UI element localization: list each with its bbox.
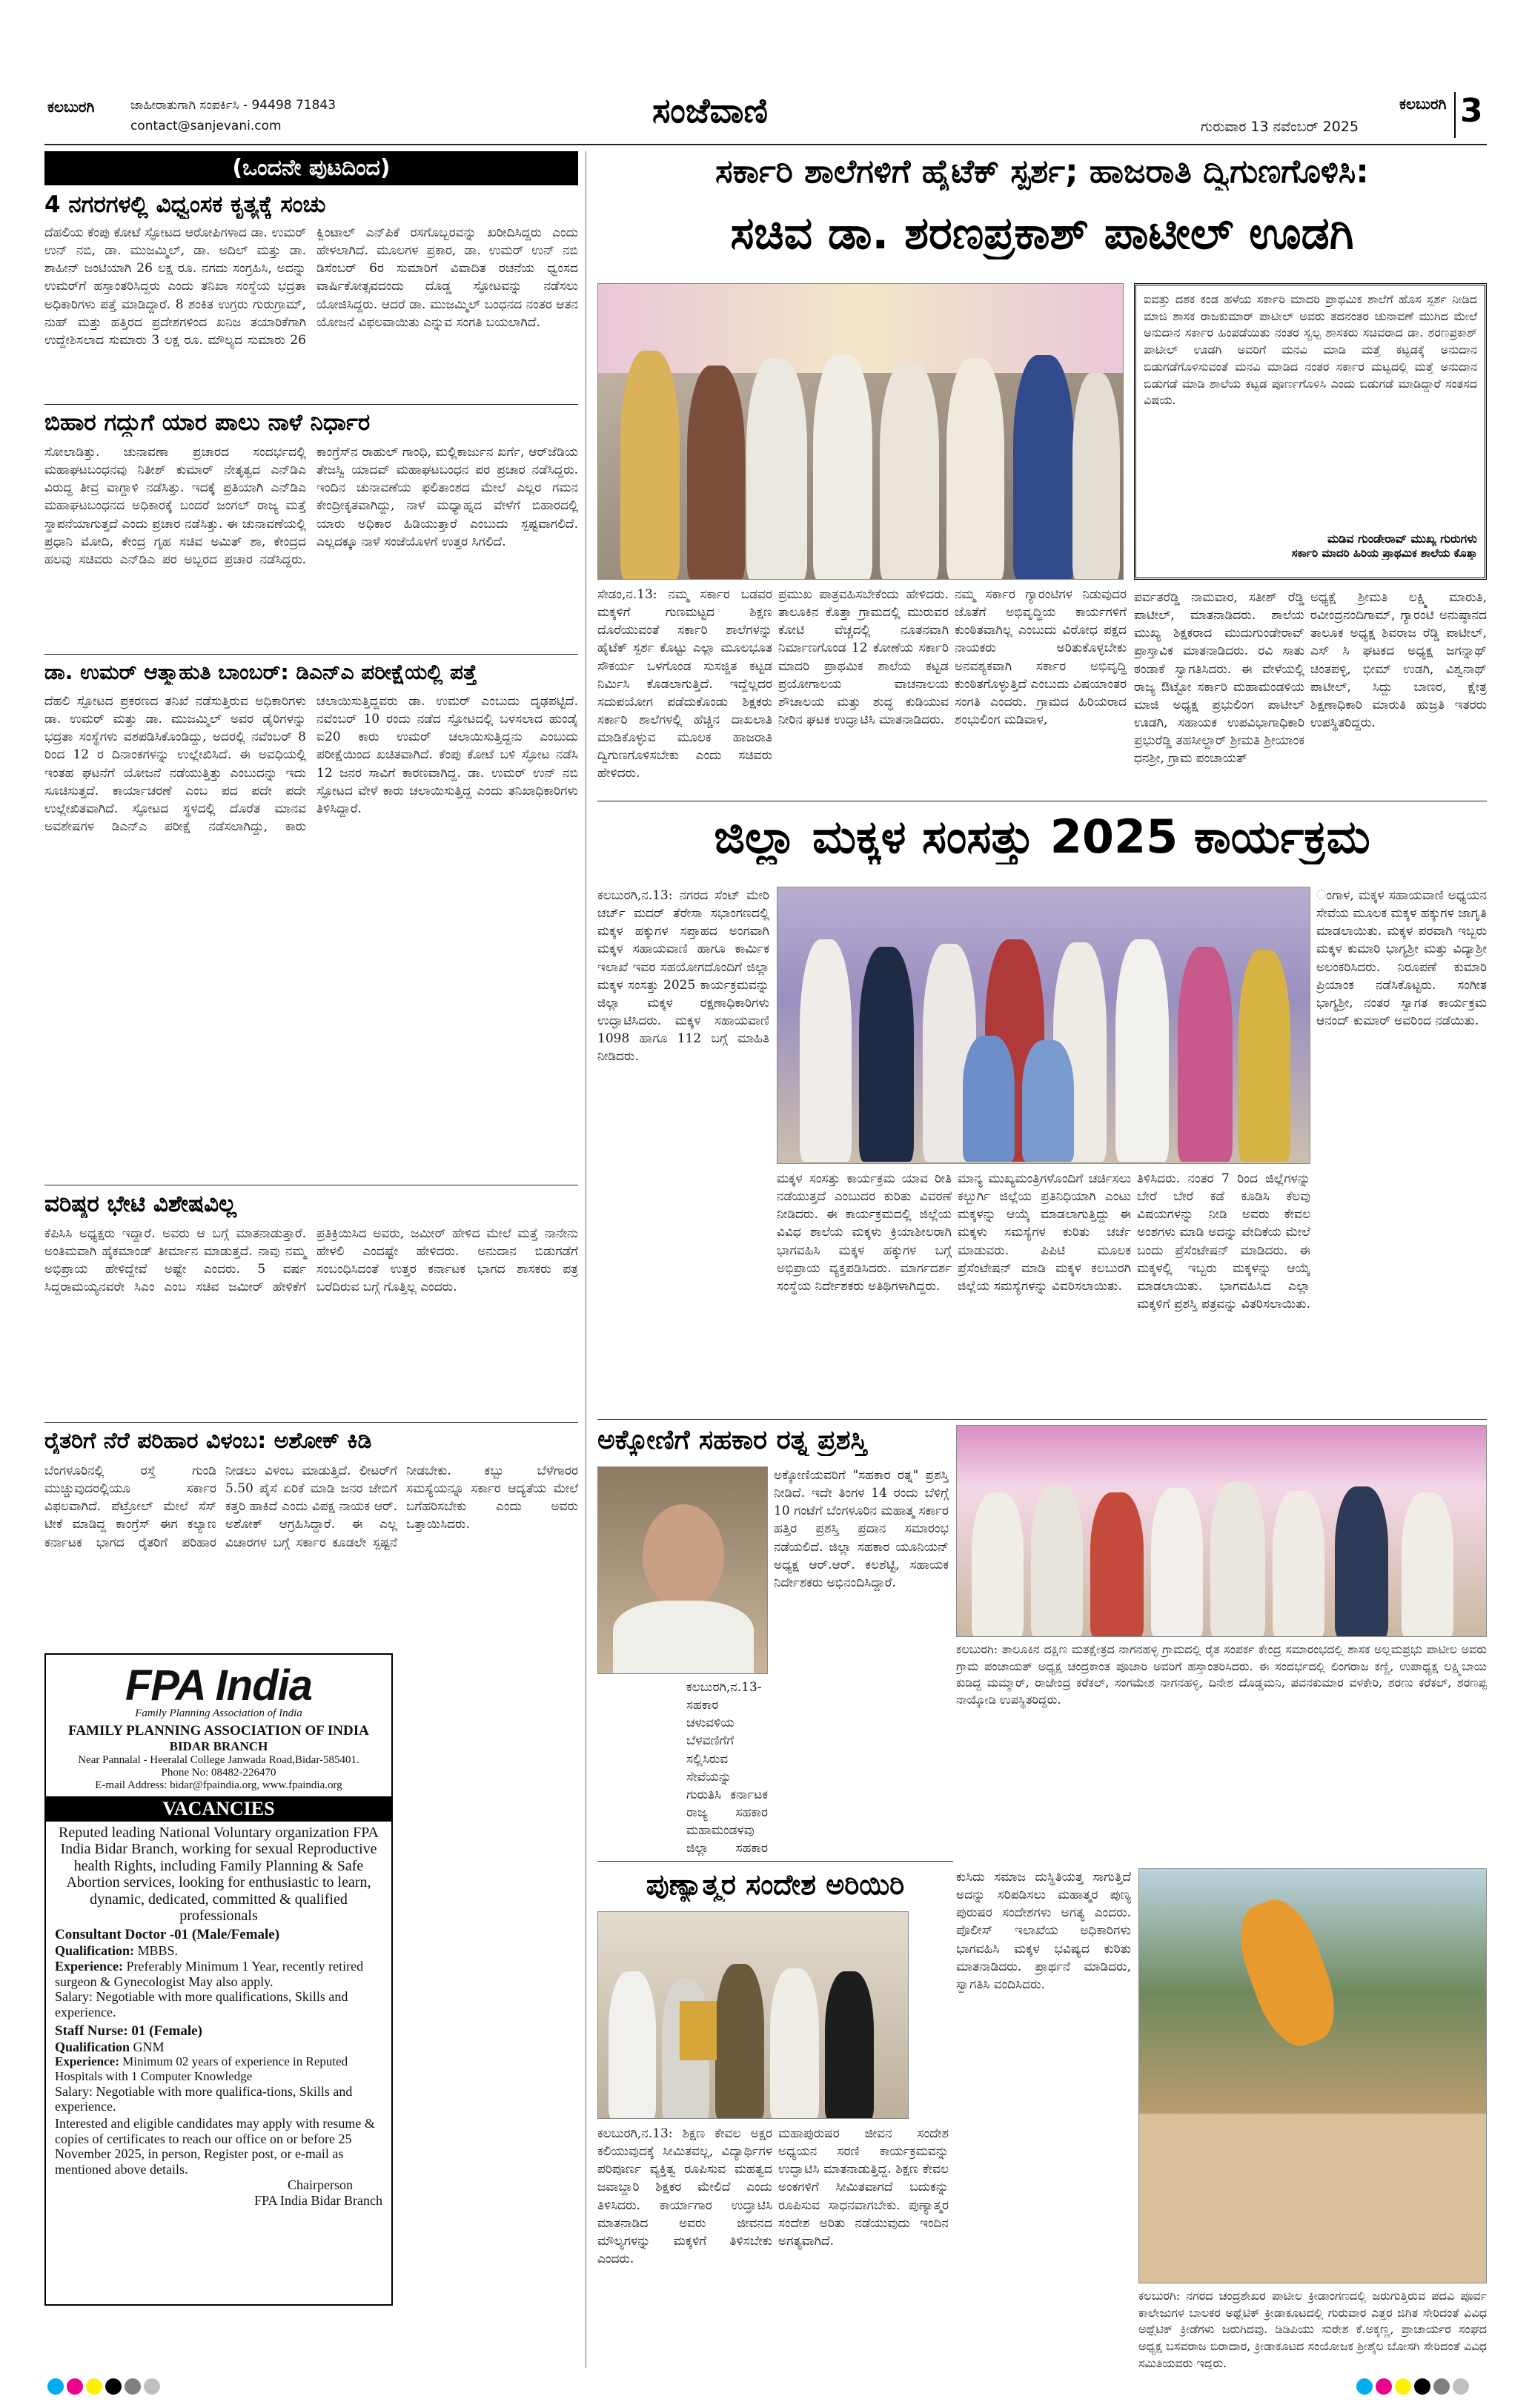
story-body: ಬೆಂಗಳೂರಿನಲ್ಲಿ ರಸ್ತೆ ಗುಂಡಿ ಮುಚ್ಚುವುದರಲ್ಲಿಯೂ ಸರ್ಕಾರ ವಿಫಲವಾಗಿದೆ. ಪೆಟ್ರೋಲ್ ಮೇಲೆ ಸೆಸ್ ಟೀಕೆ ಮಾಡಿದ್ದ ಕಾಂಗ್ರೆಸ್ ಈಗ ಕಲ್ಯಾಣ ಕರ್ನಾಟಕ ಭಾಗದ ರೈತರಿಗೆ ಪರಿಹಾರ ನೀಡಲು ವಿಳಂಬ ಮಾಡುತ್ತಿದೆ. ಲೀಟರ್‌ಗೆ 5.50 ಪೈಸೆ ಏರಿಕೆ ಮಾಡಿ ಜನರ ಜೇಬಿಗೆ ಕತ್ತರಿ ಹಾಕಿದೆ ಎಂದು ವಿಪಕ್ಷ ನಾಯಕ ಆರ್. ಅಶೋಕ್ ಆಗ್ರಹಿಸಿದ್ದಾರೆ. ಈ ಎಲ್ಲ ವಿಚಾರಗಳ ಬಗ್ಗೆ ಸರ್ಕಾರ ಕೂಡಲೇ ಸ್ಪಷ್ಟನೆ ನೀಡಬೇಕು. ಕಬ್ಬು ಬೆಳೆಗಾರರ ಸಮಸ್ಯೆಯನ್ನೂ ಸರ್ಕಾರ ಆದ್ಯತೆಯ ಮೇಲೆ ಬಗೆಹರಿಸಬೇಕು ಎಂದು ಅವರು ಒತ್ತಾಯಿಸಿದರು. [44, 1463, 578, 1550]
lead-body-col-4: ಪರ್ವತರೆಡ್ಡಿ ನಾಮವಾರ, ಸತೀಶ್ ರೆಡ್ಡಿ ಪಾಟೀಲ್, ಮಾತನಾಡಿದರು. ಶಾಲೆಯ ಮುಖ್ಯ ಶಿಕ್ಷಕರಾದ ಮುದುಗುಂಡೇರಾವ್ ಪ್ರಾಸ್ತಾವಿಕ ಮಾತನಾಡಿದರು. ರವಿ ಸಾತು ಠಂಡಾಕೆ ಸ್ವಾಗತಿಸಿದರು. ಈ ವೇಳೆಯಲ್ಲಿ ರಾಜ್ಯ ಔಟ್ಟೋ ಸರ್ಕಾರಿ ಮಹಾಮಂಡಳಿಯ ಮಾಜಿ ಅಧ್ಯಕ್ಷ ಪ್ರಭುಲಿಂಗ ಪಾಟೀಲ್ ಊಡಗಿ, ಸಹಾಯಕ ಉಪವಿಭಾಗಾಧಿಕಾರಿ ಪ್ರಭುರೆಡ್ಡಿ ತಹಸೀಲ್ದಾರ್ ಶ್ರೀಮತಿ ಶ್ರೀಯಾಂಕ ಧನಶ್ರೀ, ಗ್ರಾಮ ಪಂಚಾಯತ್ [1134, 590, 1304, 767]
sports-photo [1138, 1868, 1487, 2283]
divider [597, 1861, 953, 1862]
story-body: ಸೋಲಾಡಿತ್ತು. ಚುನಾವಣಾ ಪ್ರಚಾರದ ಸಂದರ್ಭದಲ್ಲಿ ಮಹಾಘಟಬಂಧನವು ನಿತೀಶ್ ಕುಮಾರ್ ನೇತೃತ್ವದ ಎನ್‌ಡಿಎ ವಿರುದ್ಧ ತೀವ್ರ ವಾಗ್ದಾಳಿ ನಡೆಸಿತ್ತು. ಇದಕ್ಕೆ ಪ್ರತಿಯಾಗಿ ಎನ್‌ಡಿಎ ಮಹಾಘಟಬಂಧನದ ಅಧಿಕಾರಕ್ಕೆ ಬಂದರೆ ಜಂಗಲ್ ರಾಜ್ಯ ಮತ್ತೆ ಸ್ಥಾಪನೆಯಾಗುತ್ತದೆ ಎಂದು ಪ್ರಚಾರ ನಡೆಸಿತ್ತು. ಈ ಚುನಾವಣೆಯಲ್ಲಿ ಪ್ರಧಾನಿ ಮೋದಿ, ಕೇಂದ್ರ ಗೃಹ ಸಚಿವ ಅಮಿತ್ ಶಾ, ಕೇಂದ್ರದ ಹಲವು ಸಚಿವರು ಎನ್‌ಡಿಎ ಪರ ಅಬ್ಬರದ ಪ್ರಚಾರ ನಡೆಸಿದ್ದರು. ಕಾಂಗ್ರೆಸ್‌ನ ರಾಹುಲ್ ಗಾಂಧಿ, ಮಲ್ಲಿಕಾರ್ಜುನ ಖರ್ಗೆ, ಆರ್‌ಜೆಡಿಯ ತೇಜಸ್ವಿ ಯಾದವ್ ಮಹಾಘಟಬಂಧನ ಪರ ಪ್ರಚಾರ ನಡೆಸಿದ್ದರು. ಇಂದಿನ ಚುನಾವಣೆಯ ಫಲಿತಾಂಶದ ಮೇಲೆ ಎಲ್ಲರ ಗಮನ ಕೇಂದ್ರೀಕೃತವಾಗಿದ್ದು, ನಾಳೆ ಮಧ್ಯಾಹ್ನದ ವೇಳೆಗೆ ಬಿಹಾರದಲ್ಲಿ ಯಾರು ಅಧಿಕಾರ ಹಿಡಿಯುತ್ತಾರೆ ಎಂಬುದು ಸ್ಪಷ್ಟವಾಗಲಿದೆ. ಎಲ್ಲದಕ್ಕೂ ನಾಳೆ ಸಂಜೆಯೊಳಗೆ ಉತ್ತರ ಸಿಗಲಿದೆ. [44, 445, 578, 567]
value: GNM [130, 2039, 165, 2054]
label: Experience: [55, 1959, 123, 1974]
story-title: 4 ನಗರಗಳಲ್ಲಿ ವಿಧ್ವಂಸಕ ಕೃತ್ಯಕ್ಕೆ ಸಂಚು [44, 191, 326, 218]
story-body: ದೆಹಲಿ ಸ್ಫೋಟದ ಪ್ರಕರಣದ ತನಿಖೆ ನಡೆಸುತ್ತಿರುವ ಅಧಿಕಾರಿಗಳು ಡಾ. ಉಮರ್ ಮತ್ತು ಡಾ. ಮುಜಮ್ಮಿಲ್ ಅವರ ಡೈರಿಗಳನ್ನು ಭದ್ರತಾ ಸಂಸ್ಥೆಗಳು ವಶಪಡಿಸಿಕೊಂಡಿದ್ದು, ಅದರಲ್ಲಿ ನವೆಂಬರ್ 8 ರಿಂದ 12 ರ ದಿನಾಂಕಗಳನ್ನು ಉಲ್ಲೇಖಿಸಿದೆ. ಈ ಅವಧಿಯಲ್ಲಿ ಇಂತಹ ಘಟನೆಗೆ ಯೋಜನೆ ನಡೆಯುತ್ತಿತ್ತು ಎಂಬುದನ್ನು ಇದು ಸೂಚಿಸುತ್ತದೆ. ಕಾರ್ಯಾಚರಣೆ ಎಂಬ ಪದ ಪದೇ ಪದೇ ಉಲ್ಲೇಖಿತವಾಗಿದೆ. ಸ್ಫೋಟದ ಸ್ಥಳದಲ್ಲಿ ದೊರೆತ ಮಾನವ ಅವಶೇಷಗಳ ಡಿಎನ್‌ಎ ಪರೀಕ್ಷೆ ನಡೆಸಲಾಗಿದ್ದು, ಕಾರು ಚಲಾಯಿಸುತ್ತಿದ್ದವರು ಡಾ. ಉಮರ್ ಎಂಬುದು ದೃಢಪಟ್ಟಿದೆ. ನವೆಂಬರ್ 10 ರಂದು ನಡೆದ ಸ್ಫೋಟದಲ್ಲಿ ಬಳಸಲಾದ ಹುಂಡೈ ಐ20 ಕಾರು ಉಮರ್ ಚಲಾಯಿಸುತ್ತಿದ್ದನು ಎಂಬುದು ಪರೀಕ್ಷೆಯಿಂದ ಖಚಿತವಾಗಿದೆ. ಕೆಂಪು ಕೋಟೆ ಬಳಿ ಸ್ಫೋಟ ನಡೆಸಿ 12 ಜನರ ಸಾವಿಗೆ ಕಾರಣವಾಗಿದ್ದ. ಡಾ. ಉಮರ್ ಉನ್ ನಬಿ ಸ್ಫೋಟದ ವೇಳೆ ಕಾರು ಚಲಾಯಿಸುತ್ತಿದ್ದ ಎಂದು ತನಿಖಾಧಿಕಾರಿಗಳು ತಿಳಿಸಿದ್ದಾರೆ. [44, 694, 578, 834]
fpa-phone: Phone No: 08482-226470 [161, 1767, 276, 1779]
value: Preferably Minimum 1 Year, recently retired surgeon & Gynecologist May also apply. [55, 1959, 364, 1989]
masthead-rule [44, 144, 1487, 145]
award-body-left: ಕಲಬುರಗಿ,ನ.13-ಸಹಕಾರ ಚಳುವಳಿಯ ಬೆಳವಣಿಗೆಗೆ ಸಲ್ಲಿಸಿರುವ ಸೇವೆಯನ್ನು ಗುರುತಿಸಿ ಕರ್ನಾಟಕ ರಾಜ್ಯ ಸಹಕಾರ ಮಹಾಮಂಡಳವು ಜಿಲ್ಲಾ ಸಹಕಾರ [686, 1680, 768, 1856]
masthead-ad-contact: ಜಾಹೀರಾತುಗಾಗಿ ಸಂಪರ್ಕಿಸಿ - 94498 71843 [130, 98, 336, 113]
lead-quote-author-role: ಸರ್ಕಾರಿ ಮಾದರಿ ಹಿರಿಯ ಪ್ರಾಥಮಿಕ ಶಾಲೆಯ ಕೊತ್ತಾ [1291, 546, 1477, 560]
award-headline: ಅಕ್ಕೋಣಿಗೆ ಸಹಕಾರ ರತ್ನ ಪ್ರಶಸ್ತಿ [597, 1425, 867, 1455]
fpa-email[interactable]: E-mail Address: bidar@fpaindia.org, www.fpaindia.org [95, 1779, 342, 1791]
mid-body-col-3: ಮಾನ್ಯ ಮುಖ್ಯಮಂತ್ರಿಗಳೊಂದಿಗೆ ಚರ್ಚಿಸಲು ಕಲ್ಬುರ್ಗಿ ಜಿಲ್ಲೆಯ ಪ್ರತಿನಿಧಿಯಾಗಿ ಎಂಟು ಮಕ್ಕಳನ್ನು ಆಯ್ಕೆ ಮಾಡಲಾಗುತ್ತಿದ್ದು ಈ ಮಕ್ಕಳು ಸಮಸ್ಯೆಗಳ ಕುರಿತು ಚರ್ಚೆ ಮಾಡುವರು. ಪಿಪಿಟಿ ಮೂಲಕ ಪ್ರೆಸೆಂಟೇಷನ್ ಮಾಡಿ ಮಕ್ಕಳ ಕಲಬುರಗಿ ಜಿಲ್ಲೆಯ ಸಮಸ್ಯೆಗಳನ್ನು ವಿವರಿಸಲಾಯಿತು. [958, 1171, 1131, 1294]
continued-banner-text: (ಒಂದನೇ ಪುಟದಿಂದ) [232, 155, 391, 181]
mid-body-col-5: ಂಗಾಳ, ಮಕ್ಕಳ ಸಹಾಯವಾಣಿ ಅಧ್ಯಯನ ಸೇವೆಯ ಮೂಲಕ ಮಕ್ಕಳ ಹಕ್ಕುಗಳ ಜಾಗೃತಿ ಮಾಡಲಾಯಿತು. ಮಕ್ಕಳ ಪರವಾಗಿ ಇಬ್ಬರು ಮಕ್ಕಳ ಕುಮಾರಿ ಭಾಗ್ಯಶ್ರೀ ಮತ್ತು ವಿದ್ಯಾಶ್ರೀ ಅಲಂಕರಿಸಿದರು. ನಿರೂಪಣೆ ಕುಮಾರಿ ಪ್ರಿಯಾಂಕ ನಡೆಸಿಕೊಟ್ಟರು. ಸಂಗೀತ ಭಾಗ್ಯಶ್ರೀ, ನಂತರ ಸ್ವಾಗತ ಕಾರ್ಯಕ್ರಮ ಆನಂದ್ ಕುಮಾರ್ ಅವರಿಂದ ನಡೆಯಿತು. [1316, 888, 1487, 1028]
athlete [1227, 1891, 1347, 2055]
mid-photo [777, 887, 1310, 1164]
portrait-frame [680, 2001, 717, 2060]
shoulders [613, 1601, 754, 1674]
fpa-logo-text: FPA India [125, 1661, 312, 1710]
story-title: ಬಿಹಾರ ಗದ್ದುಗೆ ಯಾರ ಪಾಲು ನಾಳೆ ನಿರ್ಧಾರ [44, 409, 371, 436]
lead-body-col-5: ಅಧ್ಯಕ್ಷೆ ಶ್ರೀಮತಿ ಲಕ್ಷ್ಮಿ ಮಾರುತಿ, ರವೀಂದ್ರನಂದಿಗಾಮ್, ಗ್ಯಾರಂಟಿ ಅನುಷ್ಠಾನದ ತಾಲೂಕ ಅಧ್ಯಕ್ಷ ಶಿವರಾಜ ರೆಡ್ಡಿ ಪಾಟೀಲ್, ಎಸ್ ಸಿ ಘಟಕದ ಅಧ್ಯಕ್ಷ ಜಗನ್ನಾಥ್ ಚಿಂತಪಳ್ಳಿ, ಭೀಮ್ ಉಡಗಿ, ವಿಶ್ವನಾಥ್ ಪಾಟೀಲ್, ಸಿದ್ದು ಬಾಣರ, ಕ್ಷೇತ್ರ ಶಿಕ್ಷಣಾಧಿಕಾರಿ ಮಾರುತಿ ಹುಜ್ರತಿ ಇತರರು ಉಪಸ್ಥಿತರಿದ್ದರು. [1310, 590, 1487, 730]
lead-body-col-2: ಪ್ರಮುಖ ಪಾತ್ರವಹಿಸಬೇಕೆಂದು ಹೇಳಿದರು. ತಾಲೂಕಿನ ಕೊತ್ತಾ ಗ್ರಾಮದಲ್ಲಿ ಮುರುವರ ಕೋಟಿ ವೆಚ್ಚದಲ್ಲಿ ನೂತನವಾಗಿ ನಿರ್ಮಾಣಗೊಂಡ 12 ಕೋಣೆಯ ಸರ್ಕಾರಿ ಮಾದರಿ ಪ್ರಾಥಮಿಕ ಶಾಲೆಯ ಕಟ್ಟಡ ಪ್ರಯೋಗಾಲಯ ವಾಚನಾಲಯ ಶೌಚಾಲಯ ಮತ್ತು ಶುದ್ಧ ಕುಡಿಯುವ ನೀರಿನ ಘಟಕ ಉದ್ಘಾಟಿಸಿ ಮಾತನಾಡಿದರು. [778, 587, 949, 727]
fpa-vacancies-banner: VACANCIES [46, 1796, 391, 1822]
fpa-experience-doctor [55, 1959, 382, 1989]
fpa-logo [55, 1661, 382, 1710]
fpa-apply-instructions: Interested and eligible candidates may apply with resume & copies of certificates to reach our office on or before 25 November 2025, in person, Register post, or e-mail as mentioned above details. [55, 2115, 375, 2177]
fpa-logo-subtitle: Family Planning Association of India [135, 1707, 302, 1719]
lead-quote-box [1134, 283, 1487, 580]
punya-headline: ಪುಣ್ಯಾತ್ಮರ ಸಂದೇಶ ಅರಿಯಿರಿ [646, 1868, 905, 1901]
continued-banner [44, 151, 578, 185]
lead-quote-author: ಮಡಿವ ಗುಂಡೇರಾವ್ ಮುಖ್ಯ ಗುರುಗಳು [1327, 532, 1477, 546]
fpa-address: Near Pannalal - Heeralal College Janwada Road,Bidar-585401. [78, 1754, 359, 1766]
face [643, 1504, 724, 1608]
lead-quote-text: ಐವತ್ತು ದಶಕ ಕಂಡ ಹಳೆಯ ಸರ್ಕಾರಿ ಮಾದರಿ ಪ್ರಾಥಮಿಕ ಶಾಲೆಗೆ ಹೊಸ ಸ್ಪರ್ಶ ನೀಡಿದ ಮಾಜಿ ಶಾಸಕ ರಾಜಕುಮಾರ್ ಪಾಟೀಲ್ ಅವರು ತದನಂತರ ಚುನಾವಣೆ ಮುಗಿದ ಮೇಲೆ ಅನುದಾನ ಸರ್ಕಾರ ಹಿಂಪಡೆಯಿತು ನಂತರ ಸ್ವಲ್ಪ ಶಾಸಕರು ಸಚಿವರಾದ ಡಾ. ಶರಣಪ್ರಕಾಶ್ ಪಾಟೀಲ್ ಊಡಗಿ ಅವರಿಗೆ ಮನವಿ ಮಾಡಿ ಮತ್ತೆ ಕಟ್ಟಡಕ್ಕೆ ಅನುದಾನ ಬಿಡುಗಡೆಗೊಳಿಸುವಂತೆ ಮನವಿ ಮಾಡಿದ ನಂತರ ಸರ್ಕಾರ ಮಟ್ಟದಲ್ಲಿ ಮತ್ತೆ ಅನುದಾನ ಬಿಡುಗಡೆ ಮಾಡಿ ಶಾಲೆಯ ಕಟ್ಟಡ ಪೂರ್ಣಗೊಳಿಸಿ ಎಂದು ಬಿಡುಗಡೆ ಮಾಡಿದ್ದಾರೆ ಸಂತಸದ ವಿಷಯ. [1144, 292, 1477, 408]
story-title: ಡಾ. ಉಮರ್ ಆತ್ಮಾಹುತಿ ಬಾಂಬರ್: ಡಿಎನ್‌ಎ ಪರೀಕ್ಷೆಯಲ್ಲಿ ಪತ್ತೆ [44, 660, 477, 684]
label: Experience: [55, 2054, 119, 2069]
fpa-qualification-doctor [55, 1943, 382, 1959]
lead-headline-line2: ಸಚಿವ ಡಾ. ಶರಣಪ್ರಕಾಶ್ ಪಾಟೀಲ್ ಊಡಗಿ [730, 208, 1354, 259]
divider [44, 654, 578, 655]
award-portrait [597, 1466, 768, 1674]
page-number: 3 [1454, 92, 1484, 138]
fpa-signature-org: FPA India Bidar Branch [254, 2192, 382, 2208]
fpa-signature-title: Chairperson [288, 2177, 353, 2192]
lead-body-col-1: ಸೇಡಂ,ನ.13: ನಮ್ಮ ಸರ್ಕಾರ ಬಡವರ ಮಕ್ಕಳಿಗೆ ಗುಣಮಟ್ಟದ ಶಿಕ್ಷಣ ದೊರೆಯುವಂತೆ ಸರ್ಕಾರಿ ಶಾಲೆಗಳನ್ನು ಹೈಟೆಕ್ ಸ್ಪರ್ಶ ಕೊಟ್ಟು ಎಲ್ಲಾ ಮೂಲಭೂತ ಸೌಕರ್ಯ ಒಳಗೊಂಡ ಸುಸಜ್ಜಿತ ಕಟ್ಟಡ ನಿರ್ಮಿಸಿ ಕೊಡಲಾಗುತ್ತಿದೆ. ಇದ್ದೆಲ್ಲದರ ಸದುಪಯೋಗ ಪಡೆದುಕೊಂಡು ಶಿಕ್ಷಕರು ಸರ್ಕಾರಿ ಶಾಲೆಗಳಲ್ಲಿ ಹೆಚ್ಚಿನ ದಾಖಲಾತಿ ಮಾಡಿಕೊಳ್ಳುವ ಮೂಲಕ ಹಾಜರಾತಿ ದ್ವಿಗುಣಗೊಳಿಸಬೇಕು ಎಂದು ಸಚಿವರು ಹೇಳಿದರು. [597, 587, 772, 781]
story-title: ರೈತರಿಗೆ ನೆರೆ ಪರಿಹಾರ ವಿಳಂಬ: ಅಶೋಕ್ ಕಿಡಿ [44, 1428, 372, 1454]
fpa-org-name: FAMILY PLANNING ASSOCIATION OF INDIA [68, 1723, 369, 1739]
color-registration-left [47, 2378, 163, 2398]
sports-photo-caption: ಕಲಬುರಗಿ: ನಗರದ ಚಂದ್ರಶೇಖರ ಪಾಟೀಲ ಕ್ರೀಡಾಂಗಣದಲ್ಲಿ ಜರುಗುತ್ತಿರುವ ಪದವಿ ಪೂರ್ವ ಕಾಲೇಜುಗಳ ಬಾಲಕರ ಅಥ್ಲೆಟಿಕ್ ಕ್ರೀಡಾಕೂಟದಲ್ಲಿ ಗುರುವಾರ ಎತ್ತರ ಜಿಗಿತ ಸೇರಿದಂತೆ ವಿವಿಧ ಅಥ್ಲೆಟಿಕ್ ಕ್ರೀಡೆಗಳು ಜರುಗಿದವು. ಡಿಡಿಪಿಯು ಸುರೇಶ ಕೆ.ಅಕ್ಕಣ್ಣ, ಪ್ರಾಚಾರ್ಯರ ಸಂಘದ ಅಧ್ಯಕ್ಷ ಬಸವರಾಜ ಬಿರಾದಾರ, ಕ್ರೀಡಾಕೂಟದ ಸಂಯೋಜಕ ಶ್ರೀಶೈಲ ಬೋಸಗಿ ಸೇರಿದಂತೆ ವಿವಿಧ ಸಮಿತಿಯವರು ಇದ್ದರು. [1138, 2289, 1487, 2369]
fpa-advertisement [44, 1653, 393, 2306]
award-photo-caption: ಕಲಬುರಗಿ: ತಾಲೂಕಿನ ದಕ್ಷಿಣ ಮತಕ್ಷೇತ್ರದ ನಾಗನಹಳ್ಳಿ ಗ್ರಾಮದಲ್ಲಿ ರೈತ ಸಂಪರ್ಕ ಕೇಂದ್ರ ಸಮಾರಂಭದಲ್ಲಿ ಶಾಸಕ ಅಲ್ಲಮಪ್ರಭು ಪಾಟೀಲ ಅವರು ಗ್ರಾಮ ಪಂಚಾಯತ್ ಅಧ್ಯಕ್ಷ ಚಂದ್ರಕಾಂತ ಪೂಜಾರಿ ಅವರಿಗೆ ಹಸ್ತಾಂತರಿಸಿದರು. ಈ ಸಂದರ್ಭದಲ್ಲಿ ಲಿಂಗರಾಜ ಕಣ್ಣಿ, ಉಪಾಧ್ಯಕ್ಷ ಲಕ್ಷ್ಮಿಬಾಯಿ ಕುಡಿದ್ದ ಮಮ್ಮಾರ್, ರಾಜೇಂದ್ರ ಕರೆಕಲ್, ಸಂಗಮೇಶ ನಾಗನಹಳ್ಳಿ, ದಿನೇಶ ದೊಡ್ಡಮನಿ, ಪವನಕುಮಾರ ವಳಕೇರಿ, ಶರಣು ಕರೆಕಲ್, ಶರಣಪ್ಪ ನಾಯ್ಕೋಡಿ ಉಪಸ್ಥಿತರಿದ್ದರು. [956, 1642, 1487, 1707]
lead-body-col-3: ನಮ್ಮ ಸರ್ಕಾರ ಗ್ಯಾರಂಟಿಗಳ ನಿಡುವುದರ ಜೊತೆಗೆ ಅಭಿವೃದ್ಧಿಯ ಕಾರ್ಯಗಳಿಗೆ ಕುಂಠಿತವಾಗಿಲ್ಲ ಎಂಬುದು ವಿರೋಧ ಪಕ್ಷದ ನಾಯಕರು ಅರಿತುಕೊಳ್ಳಬೇಕು ಅನವಶ್ಯಕವಾಗಿ ಸರ್ಕಾರ ಅಭಿವೃದ್ಧಿ ಕುಂಠಿತಗೊಳ್ಳುತ್ತಿದೆ ಎಂಬುದು ವಿಷಯಾಂತರ ಸಂಗತಿ ಎಂದರು. ಗ್ರಾಮದ ಹಿರಿಯರಾದ ಶಂಭುಲಿಂಗ ಮಡಿವಾಳ, [955, 587, 1127, 727]
story-body: ಕೆಪಿಸಿಸಿ ಅಧ್ಯಕ್ಷರು ಇದ್ದಾರೆ. ಅವರು ಆ ಬಗ್ಗೆ ಮಾತನಾಡುತ್ತಾರೆ. ಅಂತಿಮವಾಗಿ ಹೈಕಮಾಂಡ್ ತೀರ್ಮಾನ ಮಾಡುತ್ತದೆ. ನಾವು ನಮ್ಮ ಅಭಿಪ್ರಾಯ ಹೇಳಿದ್ದೇವೆ ಅಷ್ಟೇ ಎಂದರು. 5 ವರ್ಷ ಸಿದ್ದರಾಮಯ್ಯನವರೇ ಸಿಎಂ ಎಂಬ ಸಚಿವ ಜಮೀರ್ ಹೇಳಿಕೆಗೆ ಪ್ರತಿಕ್ರಿಯಿಸಿದ ಅವರು, ಜಮೀರ್ ಹೇಳಿದ ಮೇಲೆ ಮತ್ತೆ ನಾನೇನು ಹೇಳಲಿ ಎಂದಷ್ಟೇ ಹೇಳಿದರು. ಅನುದಾನ ಬಿಡುಗಡೆಗೆ ಸಂಬಂಧಿಸಿದಂತೆ ಉತ್ತರ ಕರ್ನಾಟಕ ಭಾಗದ ಶಾಸಕರು ಪತ್ರ ಬರೆದಿರುವ ಬಗ್ಗೆ ಗೊತ್ತಿಲ್ಲ ಎಂದರು. [44, 1226, 578, 1295]
fpa-salary-doctor: Salary: Negotiable with more qualifications, Skills and experience. [55, 1989, 348, 2020]
mid-headline: ಜಿಲ್ಲಾ ಮಕ್ಕಳ ಸಂಸತ್ತು 2025 ಕಾರ್ಯಕ್ರಮ [714, 810, 1370, 864]
fpa-branch: BIDAR BRANCH [169, 1739, 268, 1753]
fpa-experience-nurse [55, 2054, 382, 2083]
sand-pit [1139, 2114, 1487, 2283]
lead-photo [597, 283, 1124, 580]
masthead-email[interactable]: contact@sanjevani.com [130, 119, 282, 133]
punya-body-col-1: ಕಲಬುರಗಿ,ನ.13: ಶಿಕ್ಷಣ ಕೇವಲ ಅಕ್ಷರ ಕಲಿಯುವುದಕ್ಕೆ ಸೀಮಿತವಲ್ಲ, ವಿದ್ಯಾರ್ಥಿಗಳ ಪರಿಪೂರ್ಣ ವ್ಯಕ್ತಿತ್ವ ರೂಪಿಸುವ ಮಹತ್ವದ ಜವಾಬ್ದಾರಿ ಶಿಕ್ಷಕರ ಮೇಲಿದೆ ಎಂದು ತಿಳಿಸಿದರು. ಕಾರ್ಯಾಗಾರ ಉದ್ಘಾಟಿಸಿ ಮಾತನಾಡಿದ ಅವರು ಜೀವನದ ಮೌಲ್ಯಗಳನ್ನು ಮಕ್ಕಳಿಗೆ ತಿಳಿಸಬೇಕು ಎಂದರು. [597, 2126, 772, 2266]
fpa-post-nurse: Staff Nurse: 01 (Female) [55, 2022, 202, 2039]
award-event-photo [956, 1425, 1487, 1637]
divider [44, 1422, 578, 1423]
label: Qualification [55, 2039, 130, 2054]
fpa-intro: Reputed leading National Voluntary organization FPA India Bidar Branch, working for sexual Reproductive health Rights, including Family Planning & Safe Abortion services, looking for enthusiastic to learn, dynamic, dedicated, committed & qualified professionals [59, 1825, 379, 1924]
masthead-city-right: ಕಲಬುರಗಿ [1399, 95, 1447, 113]
masthead-logo: ಸಂಜೆವಾಣಿ [652, 90, 768, 130]
mid-body-col-1: ಕಲಬುರಗಿ,ನ.13: ನಗರದ ಸೆಂಟ್ ಮೇರಿ ಚರ್ಚ್ ಮದರ್ ತೆರೇಸಾ ಸಭಾಂಗಣದಲ್ಲಿ ಮಕ್ಕಳ ಹಕ್ಕುಗಳ ಸಪ್ತಾಹದ ಅಂಗವಾಗಿ ಮಕ್ಕಳ ಸಹಾಯವಾಣಿ ಹಾಗೂ ಕಾರ್ಮಿಕ ಇಲಾಖೆ ಇವರ ಸಹಯೋಗದೊಂದಿಗೆ ಜಿಲ್ಲಾ ಮಕ್ಕಳ ಸಂಸತ್ತು 2025 ಕಾರ್ಯಕ್ರಮವನ್ನು ಜಿಲ್ಲಾ ಮಕ್ಕಳ ರಕ್ಷಣಾಧಿಕಾರಿಗಳು ಉದ್ಘಾಟಿಸಿದರು. ಮಕ್ಕಳ ಸಹಾಯವಾಣಿ 1098 ಹಾಗೂ 112 ಬಗ್ಗೆ ಮಾಹಿತಿ ನೀಡಿದರು. [597, 888, 769, 1065]
fpa-post-doctor: Consultant Doctor -01 (Male/Female) [55, 1927, 280, 1943]
fpa-qualification-nurse [55, 2040, 382, 2055]
punya-body-col-3: ಕುಸಿದು ಸಮಾಜ ದುಸ್ಥಿತಿಯತ್ತ ಸಾಗುತ್ತಿದೆ ಅದನ್ನು ಸರಿಪಡಿಸಲು ಮಹಾತ್ಮರ ಪುಣ್ಯ ಪುರುಷರ ಸಂದೇಶಗಳು ಅಗತ್ಯ ಎಂದರು. ಪೊಲೀಸ್ ಇಲಾಖೆಯ ಅಧಿಕಾರಿಗಳು ಭಾಗವಹಿಸಿ ಮಕ್ಕಳ ಭವಿಷ್ಯದ ಕುರಿತು ಮಾತನಾಡಿದರು. ಪ್ರಾರ್ಥನೆ ಮಾಡಿದರು, ಸ್ವಾಗತಿಸಿ ವಂದಿಸಿದರು. [956, 1870, 1131, 1992]
story-body: ದೆಹಲಿಯ ಕೆಂಪು ಕೋಟೆ ಸ್ಫೋಟದ ಆರೋಪಿಗಳಾದ ಡಾ. ಉಮರ್ ಉನ್ ನಬಿ, ಡಾ. ಮುಜಮ್ಮಿಲ್, ಡಾ. ಅದಿಲ್ ಮತ್ತು ಡಾ. ಶಾಹೀನ್ ಜಂಟಿಯಾಗಿ 26 ಲಕ್ಷ ರೂ. ನಗದು ಸಂಗ್ರಹಿಸಿ, ಅದನ್ನು ಉಮರ್‌ಗೆ ಹಸ್ತಾಂತರಿಸಿದ್ದರು ಎಂದು ತನಿಖಾ ಸಂಸ್ಥೆಯ ಭದ್ರತಾ ಅಧಿಕಾರಿಗಳು ಪತ್ತೆ ಮಾಡಿದ್ದಾರೆ. 8 ಶಂಕಿತ ಉಗ್ರರು ಗುರುಗ್ರಾಮ್, ನುಹ್ ಮತ್ತು ಹತ್ತಿರದ ಪ್ರದೇಶಗಳಿಂದ ಖನಿಜ ತಯಾರಿಕೆಗಾಗಿ ಉದ್ದೇಶಿಸಲಾದ ಸುಮಾರು 3 ಲಕ್ಷ ರೂ. ಮೌಲ್ಯದ ಸುಮಾರು 26 ಕ್ವಿಂಟಾಲ್ ಎನ್‌ಪಿಕೆ ರಸಗೊಬ್ಬರವನ್ನು ಖರೀದಿಸಿದ್ದರು ಎಂದು ಹೇಳಲಾಗಿದೆ. ಮೂಲಗಳ ಪ್ರಕಾರ, ಡಾ. ಉಮರ್ ಉನ್ ನಬಿ ಡಿಸೆಂಬರ್ 6ರ ಸುಮಾರಿಗೆ ವಿವಾದಿತ ರಚನೆಯ ಧ್ವಂಸದ ವಾರ್ಷಿಕೋತ್ಸವದಂದು ದೊಡ್ಡ ಸ್ಫೋಟವನ್ನು ನಡೆಸಲು ಯೋಜಿಸಿದ್ದರು. ಆದರೆ ಡಾ. ಮುಜಮ್ಮಿಲ್ ಬಂಧನದ ನಂತರ ಆತನ ಯೋಜನೆ ವಿಫಲವಾಯಿತು ಎನ್ನುವ ಸಂಗತಿ ಬಯಲಾಗಿದೆ. [44, 225, 578, 348]
punya-body-col-2: ಮಹಾಪುರುಷರ ಜೀವನ ಸಂದೇಶ ಅಧ್ಯಯನ ಸರಣಿ ಕಾರ್ಯಕ್ರಮವನ್ನು ಉದ್ಘಾಟಿಸಿ ಮಾತನಾಡುತ್ತಿದ್ದ. ಶಿಕ್ಷಣ ಕೇವಲ ಅಂಕಗಳಿಗೆ ಸೀಮಿತವಾಗದೆ ಬದುಕನ್ನು ರೂಪಿಸುವ ಸಾಧನವಾಗಬೇಕು. ಪುಣ್ಯಾತ್ಮರ ಸಂದೇಶ ಅರಿತು ನಡೆಯುವುದು ಇಂದಿನ ಅಗತ್ಯವಾಗಿದೆ. [778, 2126, 949, 2249]
masthead-date: ಗುರುವಾರ 13 ನವೆಂಬರ್ 2025 [1201, 119, 1359, 135]
color-registration-right [1356, 2378, 1472, 2398]
divider [597, 1419, 1487, 1420]
masthead-city-left: ಕಲಬುರಗಿ [47, 98, 95, 116]
label: Qualification: [55, 1943, 134, 1959]
punya-photo [597, 1911, 909, 2119]
divider [44, 404, 578, 405]
award-body-right: ಅಕ್ಕೋಣಿಯವರಿಗೆ "ಸಹಕಾರ ರತ್ನ" ಪ್ರಶಸ್ತಿ ನೀಡಿದೆ. ಇದೇ ತಿಂಗಳ 14 ರಂದು ಬೆಳಿಗ್ಗೆ 10 ಗಂಟೆಗೆ ಬೆಂಗಳೂರಿನ ಮಹಾತ್ಮ ಸರ್ಕಾರ ಹತ್ತಿರ ಪ್ರಶಸ್ತಿ ಪ್ರದಾನ ಸಮಾರಂಭ ನಡೆಯಲಿದೆ. ಜಿಲ್ಲಾ ಸಹಕಾರ ಯೂನಿಯನ್ ಅಧ್ಯಕ್ಷ ಆರ್.ಆರ್. ಕಲಶೆಟ್ಟಿ, ಸಹಾಯಕ ನಿರ್ದೇಶಕರು ಅಭಿನಂದಿಸಿದ್ದಾರೆ. [774, 1468, 949, 1590]
value: Minimum 02 years of experience in Reputed Hospitals with 1 Computer Knowledge [55, 2054, 348, 2084]
value: MBBS. [134, 1943, 179, 1959]
lead-headline-line1: ಸರ್ಕಾರಿ ಶಾಲೆಗಳಿಗೆ ಹೈಟೆಕ್ ಸ್ಪರ್ಶ; ಹಾಜರಾತಿ ದ್ವಿಗುಣಗೊಳಿಸಿ: [715, 153, 1369, 191]
mid-body-col-4: ತಿಳಿಸಿದರು. ನಂತರ 7 ರಿಂದ ಜಿಲ್ಲೆಗಳನ್ನು ಬೇರೆ ಬೇರೆ ಕಡೆ ಕೂಡಿಸಿ ಕೆಲವು ವಿಷಯಗಳನ್ನು ನೀಡಿ ಅವರು ಕೇವಲ ಅಂಶಗಳು ಮಾಡಿ ಅದನ್ನು ವೇದಿಕೆಯ ಮೇಲೆ ಬಂದು ಪ್ರೆಸೆಂಟೇಷನ್ ಮಾಡಿದರು. ಈ ಮಕ್ಕಳಲ್ಲಿ ಇಬ್ಬರು ಮಕ್ಕಳನ್ನು ಆಯ್ಕೆ ಮಾಡಲಾಯಿತು. ಭಾಗವಹಿಸಿದ ಎಲ್ಲಾ ಮಕ್ಕಳಿಗೆ ಪ್ರಶಸ್ತಿ ಪತ್ರವನ್ನು ವಿತರಿಸಲಾಯಿತು. [1137, 1171, 1310, 1312]
mid-body-col-2: ಮಕ್ಕಳ ಸಂಸತ್ತು ಕಾರ್ಯಕ್ರಮ ಯಾವ ರೀತಿ ನಡೆಯುತ್ತದೆ ಎಂಬುದರ ಕುರಿತು ವಿವರಣೆ ನೀಡಿದರು. ಈ ಕಾರ್ಯಕ್ರಮದಲ್ಲಿ ಜಿಲ್ಲೆಯ ವಿವಿಧ ಶಾಲೆಯ ಮಕ್ಕಳು ಕ್ರಿಯಾಶೀಲರಾಗಿ ಭಾಗವಹಿಸಿ ಮಕ್ಕಳ ಹಕ್ಕುಗಳ ಬಗ್ಗೆ ಅಭಿಪ್ರಾಯ ವ್ಯಕ್ತಪಡಿಸಿದರು. ಮಾರ್ಗದರ್ಶ ಸಂಸ್ಥೆಯ ನಿರ್ದೇಶಕರು ಅತಿಥಿಗಳಾಗಿದ್ದರು. [777, 1171, 952, 1294]
fpa-salary-nurse: Salary: Negotiable with more qualifica-tions, Skills and experience. [55, 2083, 353, 2114]
story-title: ವರಿಷ್ಠರ ಭೇಟಿ ವಿಶೇಷವಿಲ್ಲ [44, 1191, 236, 1217]
